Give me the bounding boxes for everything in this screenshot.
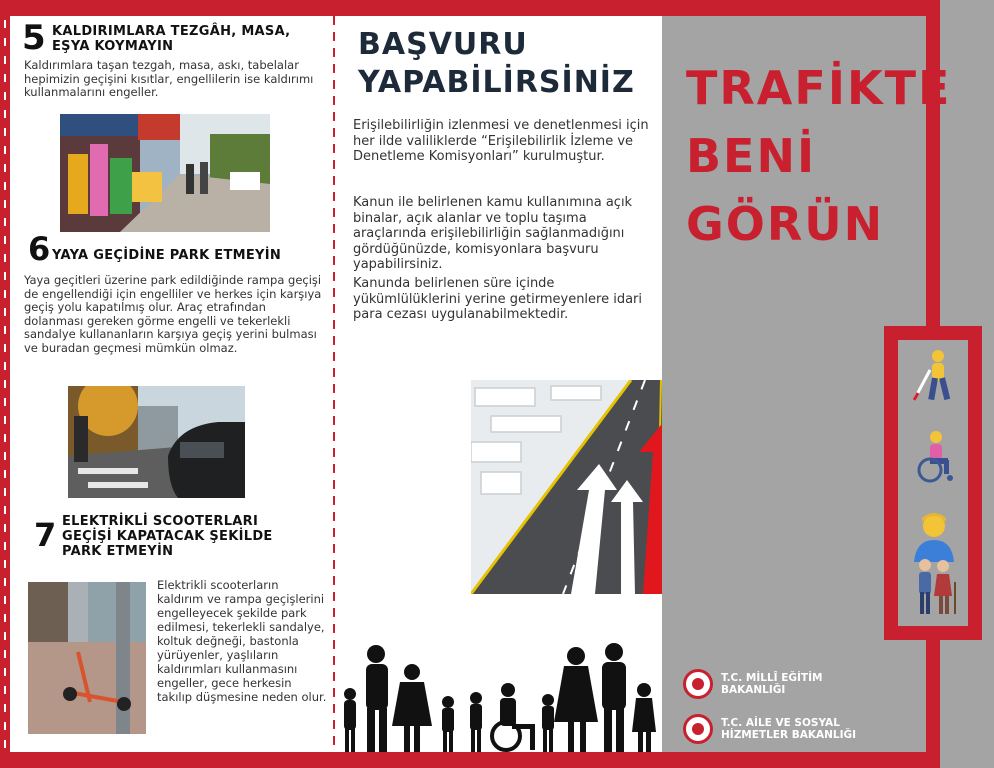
rule-7-title: ELEKTRİKLİ SCOOTERLARI GEÇİŞİ KAPATACAK ŞEKİLDE PARK ETMEYİN xyxy=(62,514,273,559)
person-in-wheelchair-icon xyxy=(908,428,960,484)
cover-title-line-2: BENİ xyxy=(686,129,817,183)
frame-bottom-border xyxy=(0,752,994,768)
rule-6-title: YAYA GEÇİDİNE PARK ETMEYİN xyxy=(52,248,282,263)
rule-6-text: Yaya geçitleri üzerine park edildiğinde rampa geçişi de engellendiği için engelliler ve herkes için karşıya geçiş yolu kapatılmış olur. Araç etrafından dolanması gereken görme engelli ve tekerlekli sandalye kullananların karşıya geçiş yerini bulması ve buradan geçmesi mümkün olmaz. xyxy=(24,273,322,355)
rule-6-number: 6 xyxy=(28,230,51,268)
middle-paragraph-3: Kanunda belirlenen süre içinde yükümlülüklerini yerine getirmeyenlere idari para cezası uygulanabilmektedir. xyxy=(353,276,643,322)
ministry-2-line-1: T.C. AİLE VE SOSYAL xyxy=(721,717,840,729)
rule-5-number: 5 xyxy=(22,18,46,58)
person-with-white-cane-icon xyxy=(908,348,960,404)
rule-5-text: Kaldırımlara taşan tezgah, masa, askı, tabelalar hepimizin geçişini kısıtlar, engellilerin ise kaldırımı kullanmalarını engeller. xyxy=(24,58,314,99)
people-silhouettes-illustration xyxy=(336,640,660,752)
rule-7-number: 7 xyxy=(34,516,57,554)
middle-title-line-2: YAPABİLİRSİNİZ xyxy=(358,65,635,100)
fold-dashed-line xyxy=(333,16,335,752)
middle-paragraph-1: Erişilebilirliğin izlenmesi ve denetlenmesi için her ilde valiliklerde “Erişilebilirlik İzleme ve Denetleme Komisyonları” kurulmuştur. xyxy=(353,118,649,164)
car-on-crosswalk-photo xyxy=(68,386,245,498)
rule-7-text: Elektrikli scooterların kaldırım ve rampa geçişlerini engelleyecek şekilde park edilmesi, tekerlekli sandalye, koltuk değneği, bastonla yürüyenler, yaşlıların kaldırımları kullanmasını engeller, gece herkesin takılıp düşmesine neden olur. xyxy=(157,578,327,704)
cover-title-line-1: TRAFİKTE xyxy=(686,61,952,115)
elderly-couple-icon xyxy=(908,556,960,616)
middle-title xyxy=(358,26,658,102)
ministry-2-line-2: HİZMETLER BAKANLIĞI xyxy=(721,729,856,741)
ministry-1-line-2: BAKANLIĞI xyxy=(721,684,786,696)
frame-top-border xyxy=(0,0,994,16)
ministry-of-education-logo xyxy=(683,669,861,699)
middle-paragraph-2: Kanun ile belirlenen kamu kullanımına açık binalar, açık alanlar ve toplu taşıma araçlarında erişilebilirliğin sağlanmadığını gördüğünüzde, komisyonlara başvuru yapabilirsiniz. xyxy=(353,195,633,272)
rule-5-title: KALDIRIMLARA TEZGÂH, MASA, EŞYA KOYMAYIN xyxy=(52,24,291,54)
middle-title-line-1: BAŞVURU xyxy=(358,27,528,62)
sidewalk-stall-photo xyxy=(60,114,270,232)
cover-title-line-3: GÖRÜN xyxy=(686,197,885,251)
ministry-of-family-logo xyxy=(683,714,861,744)
ministry-1-line-1: T.C. MİLLÎ EĞİTİM xyxy=(721,672,823,684)
left-dashed-line xyxy=(4,20,6,750)
family-ministry-seal-icon xyxy=(683,714,713,744)
cover-title xyxy=(686,54,951,258)
scooter-on-sidewalk-photo xyxy=(28,582,146,734)
education-ministry-seal-icon xyxy=(683,669,713,699)
